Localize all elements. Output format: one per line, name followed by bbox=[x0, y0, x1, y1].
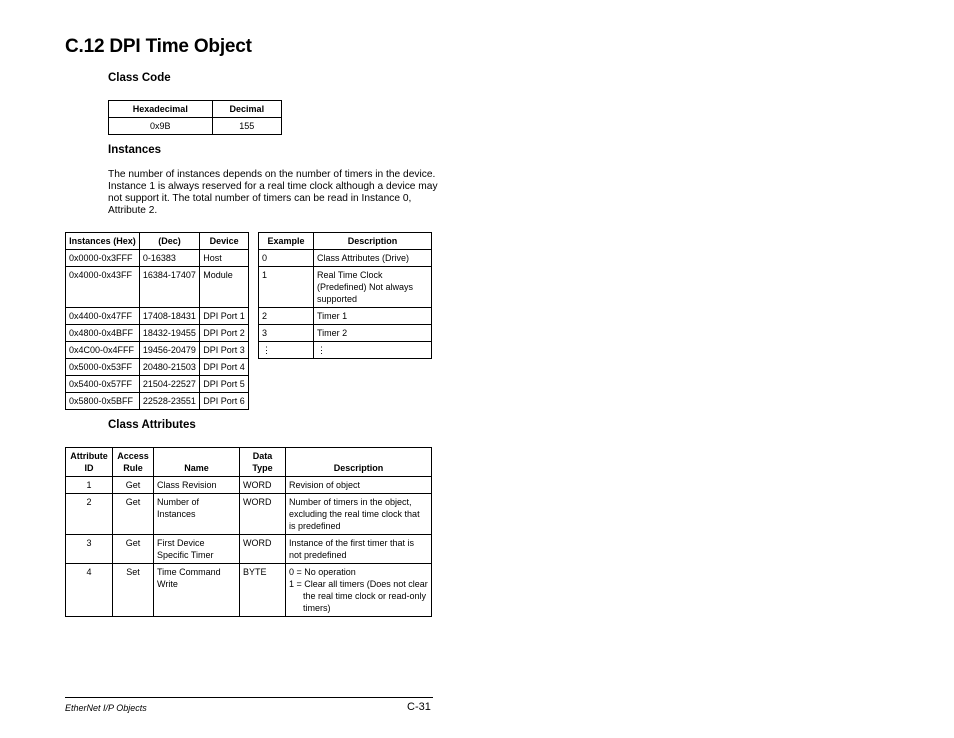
class-attributes-heading: Class Attributes bbox=[108, 419, 196, 431]
cell: DPI Port 4 bbox=[200, 359, 249, 376]
cell: DPI Port 2 bbox=[200, 325, 249, 342]
description-cell bbox=[286, 564, 432, 617]
cell: Instance of the first timer that is not predefined bbox=[286, 535, 432, 564]
cell: WORD bbox=[240, 535, 286, 564]
cell: Real Time Clock (Predefined) Not always supported bbox=[314, 267, 432, 308]
col-description: Description bbox=[314, 233, 432, 250]
cell: Revision of object bbox=[286, 477, 432, 494]
cell: 0x4C00-0x4FFF bbox=[66, 342, 140, 359]
cell: 3 bbox=[66, 535, 113, 564]
table-row bbox=[66, 250, 249, 267]
cell: 0x5800-0x5BFF bbox=[66, 393, 140, 410]
col-access-rule: Access Rule bbox=[113, 448, 154, 477]
table-row bbox=[259, 342, 432, 359]
table-row bbox=[259, 267, 432, 308]
cell: DPI Port 5 bbox=[200, 376, 249, 393]
col-instances-hex: Instances (Hex) bbox=[66, 233, 140, 250]
page-title: C.12 DPI Time Object bbox=[65, 36, 252, 57]
cell: Timer 1 bbox=[314, 308, 432, 325]
cell: Class Attributes (Drive) bbox=[314, 250, 432, 267]
footer-divider bbox=[65, 697, 433, 698]
cell: ⋮ bbox=[259, 342, 314, 359]
cell: Module bbox=[200, 267, 249, 308]
cell: 20480-21503 bbox=[139, 359, 199, 376]
dec-cell: 155 bbox=[212, 118, 281, 135]
col-name: Name bbox=[154, 448, 240, 477]
cell: DPI Port 3 bbox=[200, 342, 249, 359]
table-row bbox=[259, 308, 432, 325]
cell: 0 bbox=[259, 250, 314, 267]
instances-paragraph: The number of instances depends on the number of timers in the device. Instance 1 is always reserved for a real time clock although a device may not support it. The total number of timers can be read in Instance 0, Attribute 2. bbox=[108, 169, 438, 216]
cell: 2 bbox=[259, 308, 314, 325]
table-row bbox=[66, 535, 432, 564]
cell: First Device Specific Timer bbox=[154, 535, 240, 564]
cell: 0x0000-0x3FFF bbox=[66, 250, 140, 267]
col-attribute-id: Attribute ID bbox=[66, 448, 113, 477]
cell: 3 bbox=[259, 325, 314, 342]
instances-table bbox=[65, 232, 249, 410]
cell: 21504-22527 bbox=[139, 376, 199, 393]
cell: Class Revision bbox=[154, 477, 240, 494]
footer-section-title: EtherNet I/P Objects bbox=[65, 703, 147, 713]
cell: DPI Port 6 bbox=[200, 393, 249, 410]
class-attributes-table bbox=[65, 447, 432, 617]
table-row bbox=[109, 118, 282, 135]
desc-line: 0 = No operation bbox=[289, 567, 356, 577]
cell: Host bbox=[200, 250, 249, 267]
desc-line: 1 = Clear all timers (Does not clear the real time clock or read-only timers) bbox=[289, 579, 428, 613]
col-description: Description bbox=[286, 448, 432, 477]
table-row bbox=[259, 250, 432, 267]
page-number: C-31 bbox=[407, 701, 431, 713]
cell: 0x4400-0x47FF bbox=[66, 308, 140, 325]
cell: 4 bbox=[66, 564, 113, 617]
cell: 1 bbox=[66, 477, 113, 494]
cell: DPI Port 1 bbox=[200, 308, 249, 325]
table-row bbox=[66, 267, 249, 308]
cell: 0-16383 bbox=[139, 250, 199, 267]
col-hexadecimal: Hexadecimal bbox=[109, 101, 213, 118]
cell: 19456-20479 bbox=[139, 342, 199, 359]
table-row bbox=[66, 477, 432, 494]
cell: 2 bbox=[66, 494, 113, 535]
cell: 18432-19455 bbox=[139, 325, 199, 342]
cell: 22528-23551 bbox=[139, 393, 199, 410]
cell: 17408-18431 bbox=[139, 308, 199, 325]
cell: WORD bbox=[240, 477, 286, 494]
cell: Set bbox=[113, 564, 154, 617]
col-device: Device bbox=[200, 233, 249, 250]
cell: Number of timers in the object, excluding the real time clock that is predefined bbox=[286, 494, 432, 535]
class-code-table bbox=[108, 100, 282, 135]
hex-cell: 0x9B bbox=[109, 118, 213, 135]
cell: 16384-17407 bbox=[139, 267, 199, 308]
col-dec: (Dec) bbox=[139, 233, 199, 250]
table-row bbox=[66, 325, 249, 342]
table-row bbox=[66, 564, 432, 617]
cell: 0x4000-0x43FF bbox=[66, 267, 140, 308]
table-row bbox=[66, 359, 249, 376]
cell: Number of Instances bbox=[154, 494, 240, 535]
cell: Timer 2 bbox=[314, 325, 432, 342]
cell: Get bbox=[113, 477, 154, 494]
cell: 1 bbox=[259, 267, 314, 308]
col-data-type: Data Type bbox=[240, 448, 286, 477]
cell: 0x5400-0x57FF bbox=[66, 376, 140, 393]
table-row bbox=[259, 325, 432, 342]
table-row bbox=[66, 494, 432, 535]
cell: WORD bbox=[240, 494, 286, 535]
col-example: Example bbox=[259, 233, 314, 250]
table-row bbox=[66, 393, 249, 410]
table-row bbox=[66, 342, 249, 359]
instances-heading: Instances bbox=[108, 144, 162, 156]
cell: ⋮ bbox=[314, 342, 432, 359]
cell: 0x5000-0x53FF bbox=[66, 359, 140, 376]
cell: Get bbox=[113, 494, 154, 535]
cell: Time Command Write bbox=[154, 564, 240, 617]
col-decimal: Decimal bbox=[212, 101, 281, 118]
table-row bbox=[66, 308, 249, 325]
class-code-heading: Class Code bbox=[108, 72, 171, 84]
table-row bbox=[66, 376, 249, 393]
cell: BYTE bbox=[240, 564, 286, 617]
cell: Get bbox=[113, 535, 154, 564]
cell: 0x4800-0x4BFF bbox=[66, 325, 140, 342]
example-table bbox=[258, 232, 432, 359]
